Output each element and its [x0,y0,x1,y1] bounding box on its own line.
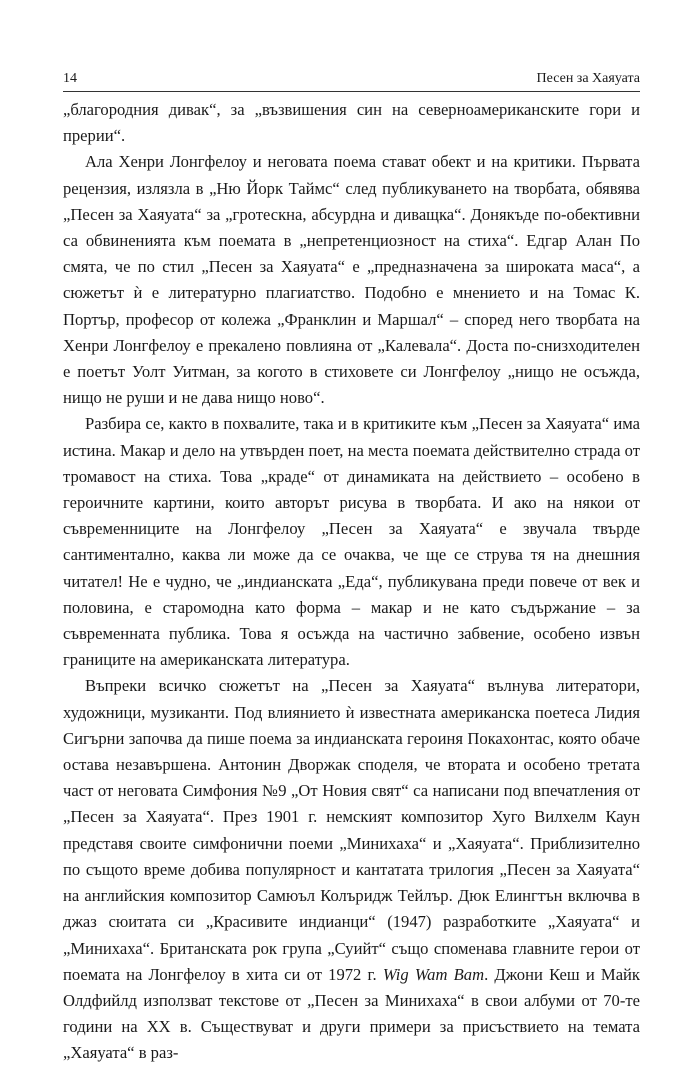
running-title: Песен за Хаяуата [536,71,640,86]
body-text [63,97,640,1067]
running-head [63,68,640,90]
header-rule [63,91,640,92]
page-number: 14 [63,71,77,86]
paragraph-continued: „благородния дивак“, за „възвишения син на северноамериканските гори и прерии“. [63,100,640,146]
song-title-italic: Wig Wam Bam [382,964,485,984]
paragraph-criticism: Ала Хенри Лонгфелоу и неговата поема стават обект и на критики. Първата рецензия, излязла в „Ню Йорк Таймс“ след публикуването на творбата, обявява „Песен за Хаяуата“ за „гротескна, абсурдна и диващка“. Донякъде по-обективни са обвиненията към поемата в „непретенциозност на стиха“. Едгар Алан По смята, че по стил „Песен за Хаяуата“ е „предназначена за широката маса“, а сюжетът ѝ е литературно плагиатство. Подобно е мнението и на Томас К. Портър, професор от колежа „Франклин и Маршал“ – според него творбата на Хенри Лонгфелоу е прекалено повлияна от „Калевала“. Доста по-снизходителен е поетът Уолт Уитман, за когото в стиховете си Лонгфелоу „нищо не осъжда, нищо не руши и не дава нищо ново“. [63,152,640,408]
paragraph-truth: Разбира се, както в похвалите, така и в критиките към „Песен за Хаяуата“ има истина. Макар и дело на утвърден поет, на места поемата действително страда от тромавост на стиха. Това „краде“ от динамиката на действието – особено в героичните картини, които авторът рисува в творбата. И ако на някои от съвременниците на Лонгфелоу „Песен за Хаяуата“ е звучала твърде сантиментално, каква ли може да се очаква, че ще се струва тя на днешния читател! Не е чудно, че „индианската „Еда“, публикувана преди повече от век и половина, е старомодна като форма – макар и не като съдържание – за съвременната публика. Това я осъжда на частично забвение, особено извън границите на американската литература. [63,414,640,670]
influence-text-start: Въпреки всичко сюжетът на „Песен за Хаяуата“ вълнува литератори, художници, музиканти. Под влиянието ѝ известната американска поетеса Лидия Сигърни започва да пише поема за индианската героиня Покахонтас, която обаче остава незавършена. Антонин Дворжак споделя, че втората и особено третата част от неговата Симфония №9 „От Новия свят“ са написани под впечатления от „Песен за Хаяуата“. През 1901 г. немският композитор Хуго Вилхелм Каун представя своите симфонични поеми „Минихаха“ и „Хаяуата“. Приблизително по същото време добива популярност и кантатата трилогия „Песен за Хаяуата“ на английския композитор Самюъл Колъридж Тейлър. Дюк Елингтън включва в джаз сюитата си „Красивите индианци“ (1947) разработките „Хаяуата“ и „Минихаха“. Британската рок група „Суийт“ също споменава главните герои от поемата на Лонгфелоу в хита си от 1972 г. [63,676,640,984]
influence-text-end: . Джони Кеш и Майк Олдфийлд използват текстове от „Песен за Минихаха“ в свои албуми от 70-те години на XX в. Съществуват и други примери за присъствието на темата „Хаяуата“ в раз- [63,964,640,1063]
paragraph-influence [63,673,640,1066]
